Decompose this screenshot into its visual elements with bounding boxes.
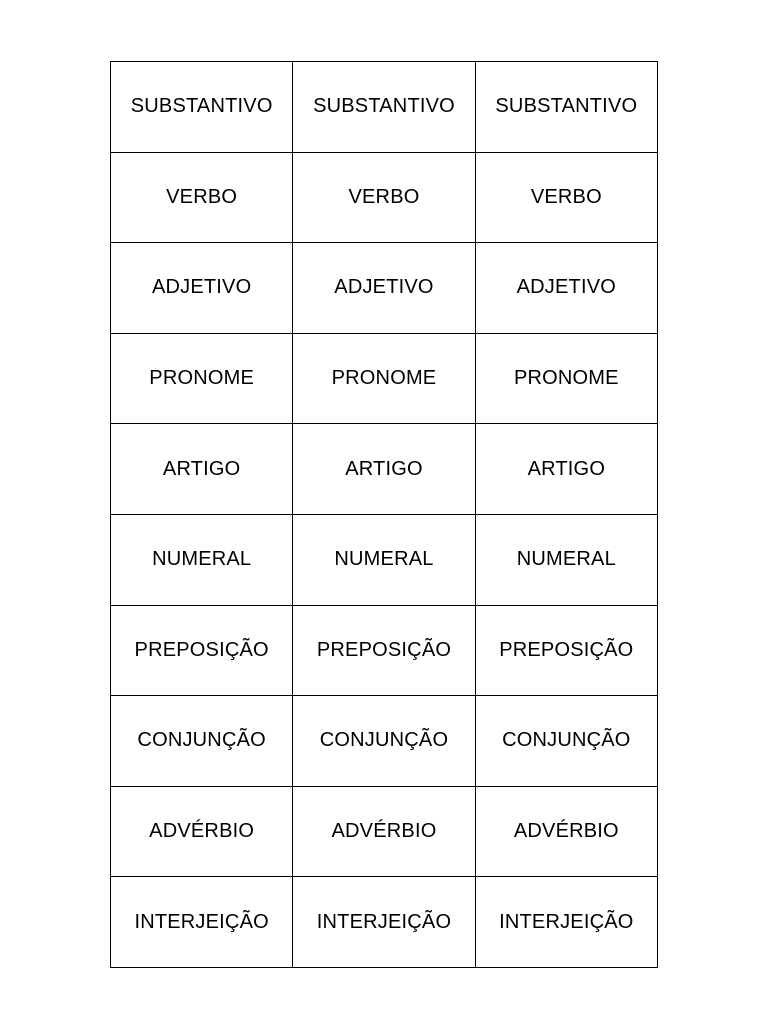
word-card: ADJETIVO [293,243,475,334]
word-card: NUMERAL [293,514,475,605]
word-card: CONJUNÇÃO [475,696,657,787]
word-card: PRONOME [293,333,475,424]
word-card: ARTIGO [475,424,657,515]
card-row [111,605,658,696]
word-card: SUBSTANTIVO [475,62,657,153]
word-card: ARTIGO [293,424,475,515]
word-card: PREPOSIÇÃO [475,605,657,696]
word-card: CONJUNÇÃO [111,696,293,787]
word-card: VERBO [293,152,475,243]
card-row [111,696,658,787]
word-card: NUMERAL [111,514,293,605]
word-card: CONJUNÇÃO [293,696,475,787]
word-card: VERBO [111,152,293,243]
card-row [111,877,658,968]
card-row [111,243,658,334]
card-row [111,514,658,605]
word-card: ADJETIVO [111,243,293,334]
word-card: ADVÉRBIO [293,786,475,877]
word-card: PRONOME [475,333,657,424]
card-row [111,424,658,515]
word-card: PREPOSIÇÃO [293,605,475,696]
card-row [111,62,658,153]
word-card: ADVÉRBIO [475,786,657,877]
card-sheet [110,61,658,957]
word-card: NUMERAL [475,514,657,605]
word-card: SUBSTANTIVO [293,62,475,153]
card-row [111,333,658,424]
word-card: INTERJEIÇÃO [111,877,293,968]
word-card: INTERJEIÇÃO [293,877,475,968]
word-card: ARTIGO [111,424,293,515]
word-card: PREPOSIÇÃO [111,605,293,696]
word-card-table [110,61,658,968]
word-card: ADVÉRBIO [111,786,293,877]
card-row [111,786,658,877]
word-card: PRONOME [111,333,293,424]
word-card: INTERJEIÇÃO [475,877,657,968]
word-card: ADJETIVO [475,243,657,334]
word-card: VERBO [475,152,657,243]
card-row [111,152,658,243]
card-table-body [111,62,658,968]
word-card: SUBSTANTIVO [111,62,293,153]
